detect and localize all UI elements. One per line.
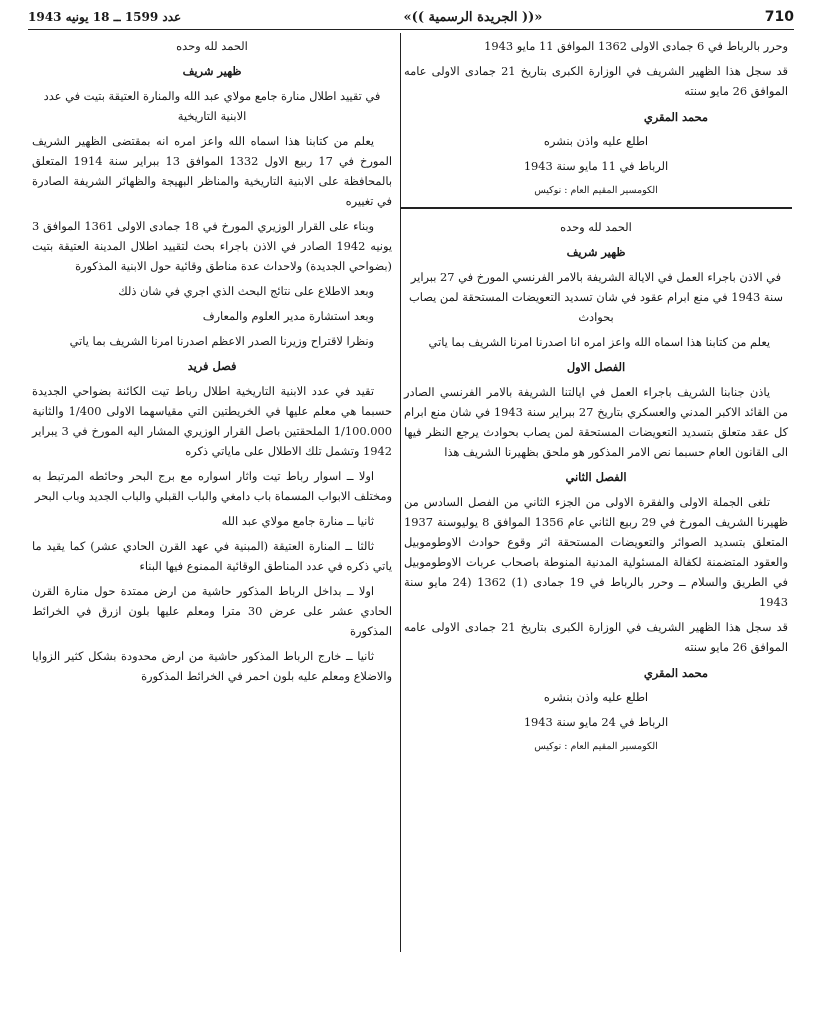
paragraph: وبعد الاطلاع على نتائج البحث الذي اجري في شان ذلك xyxy=(118,284,374,298)
paragraph: اولا ــ بداخل الرباط المذكور حاشية من ارض ممتدة حول منارة القرن الحادي عشر على عرض 30 مترا ومعلم عليها بلون ازرق في الخرائط المذكورة xyxy=(32,584,392,638)
seen-note-2: اطلع عليه واذن بنشره xyxy=(543,690,649,704)
decree-preamble: يعلم من كتابنا هذا اسماه الله واعز امره انا اصدرنا امرنا الشريف بما ياتي xyxy=(428,335,770,349)
chapter-2-title: الفصل الثاني xyxy=(565,470,627,484)
paragraph: تقيد في عدد الابنية التاريخية اطلال رباط تيت الكائنة بضواحي الجديدة حسبما هي معلم عليها في الخريطتين التي مقياسهما الاولى 1/400 والثانية 1/100.000 الملحقتين باصل القرار الوزيري المشار اليه المورخ في 3 يبراير 1942 وتشمل تلك الاطلال على ماياتي ذكره xyxy=(32,384,392,458)
decree-subject: في الاذن باجراء العمل في الايالة الشريفة بالامر الفرنسي المورخ في 27 ببراير سنة 1943 في منع ابرام عقود في شان تسديد التعويضات المستحقة لمن يصاب بحوادث xyxy=(409,270,783,324)
chapter-1-text: ياذن جنابنا الشريف باجراء العمل في ايالتنا الشريفة بالامر الفرنسي الصادر من القائد الاكبر المدني والعسكري بتاريخ 27 ببراير سنة 1943 في شان منع ابرام كل عقد متعلق بتسديد التعويضات المستحقة لمن يصاب بحوادث يرجع النظر فيها الى القانون العام حسبما نص الامر المذكور هو ملحق بظهيرنا الشريف هذا xyxy=(404,385,788,459)
right-column xyxy=(404,36,788,762)
resident-general-2: الكومسير المقيم العام : نوكيس xyxy=(534,741,658,752)
section-rule xyxy=(400,207,792,209)
signatory-2: محمد المقري xyxy=(643,666,708,680)
decree-heading: ظهير شريف xyxy=(182,64,242,78)
praise-line: الحمد لله وحده xyxy=(560,220,632,234)
column-divider xyxy=(400,33,401,952)
praise-line: الحمد لله وحده xyxy=(176,39,248,53)
left-column xyxy=(32,36,392,691)
chapter-2-text: تلغى الجملة الاولى والفقرة الاولى من الجزء الثاني من الفصل السادس من ظهيرنا الشريف المورخ في 29 ربيع الثاني عام 1356 الموافق 8 يوليوسنة 1937 المتعلق بتسديد الصوائر والتعويضات المستحقة اثر وقوع حوادث الاوطوموبيل والعقود المتضمنة لكفالة المسئولية المدنية المنوطة باصحاب عربات الاوطوموبيل في الطريق والسلام ــ وحرر بالرباط في 19 جمادى (1) 1362 (24 مايو سنة 1943 xyxy=(404,495,788,609)
signatory: محمد المقري xyxy=(643,110,708,124)
resident-general: الكومسير المقيم العام : نوكيس xyxy=(534,185,658,196)
place-date: الرباط في 11 مايو سنة 1943 xyxy=(523,159,669,173)
seen-note: اطلع عليه واذن بنشره xyxy=(543,134,649,148)
paragraph: ثانيا ــ خارج الرباط المذكور حاشية من ارض محدودة بشكل كثير الزوايا والاضلاع ومعلم عليه بلون احمر في الخرائط المذكورة xyxy=(32,649,392,683)
place-date-2: الرباط في 24 مايو سنة 1943 xyxy=(523,715,669,729)
paragraph: ثالثا ــ المنارة العتيقة (المبنية في عهد القرن الحادي عشر) كما يقيد ما ياتي ذكره في عدد المناطق الوقائية الممنوع فيها البناء xyxy=(32,539,392,573)
paragraph: وبعد استشارة مدير العلوم والمعارف xyxy=(202,309,374,323)
chapter-title: فصل فريد xyxy=(187,359,237,373)
paragraph: ثانيا ــ منارة جامع مولاي عبد الله xyxy=(221,514,374,528)
issue-info: عدد 1599 ــ 18 يونيه 1943 xyxy=(28,10,182,24)
gazette-title: «(( الجريدة الرسمية ))» xyxy=(403,9,543,25)
decree-subject: في تقييد اطلال منارة جامع مولاي عبد الله والمنارة العتيقة بتيت في عدد الابنية التاريخية xyxy=(43,89,381,123)
page-header xyxy=(28,6,794,28)
paragraph: وبناء على القرار الوزيري المورخ في 18 جمادى الاولى 1361 الموافق 3 يونيه 1942 الصادر في الاذن باجراء بحث لتقييد اطلال المدينة العتيقة بتيت (بضواحي الجديدة) ولاحداث عدة مناطق وقائية حول الابنية المذكورة xyxy=(32,219,393,273)
paragraph: يعلم من كتابنا هذا اسماه الله واعز امره انه بمقتضى الظهير الشريف المورخ في 17 ربيع الاول 1332 الموافق 13 ببراير سنة 1914 المتعلق بالمحافظة على الابنية التاريخية والمناظر البهيجة والظهائر الشريفة الصادرة في تغييره xyxy=(32,134,392,208)
registration-note: قد سجل هذا الظهير الشريف في الوزارة الكبرى بتاريخ 21 جمادى الاولى عامه الموافق 26 مايو سنته xyxy=(404,64,788,98)
dated-line: وحرر بالرباط في 6 جمادى الاولى 1362 الموافق 11 مايو 1943 xyxy=(484,39,788,53)
chapter-1-title: الفصل الاول xyxy=(566,360,626,374)
paragraph: اولا ــ اسوار رباط تيت واثار اسواره مع برج البحر وحائطه المرتبط به ومختلف الابواب المسماة باب دامغي والباب القبلي والباب الجديد وباب البحر xyxy=(32,469,392,503)
decree-heading: ظهير شريف xyxy=(566,245,626,259)
page-number: 710 xyxy=(764,9,794,25)
header-rule xyxy=(28,29,794,30)
paragraph: ونظرا لاقتراح وزيرنا الصدر الاعظم اصدرنا امرنا الشريف بما ياتي xyxy=(69,334,374,348)
registration-note-2: قد سجل هذا الظهير الشريف في الوزارة الكبرى بتاريخ 21 جمادى الاولى عامه الموافق 26 مايو سنته xyxy=(404,620,788,654)
